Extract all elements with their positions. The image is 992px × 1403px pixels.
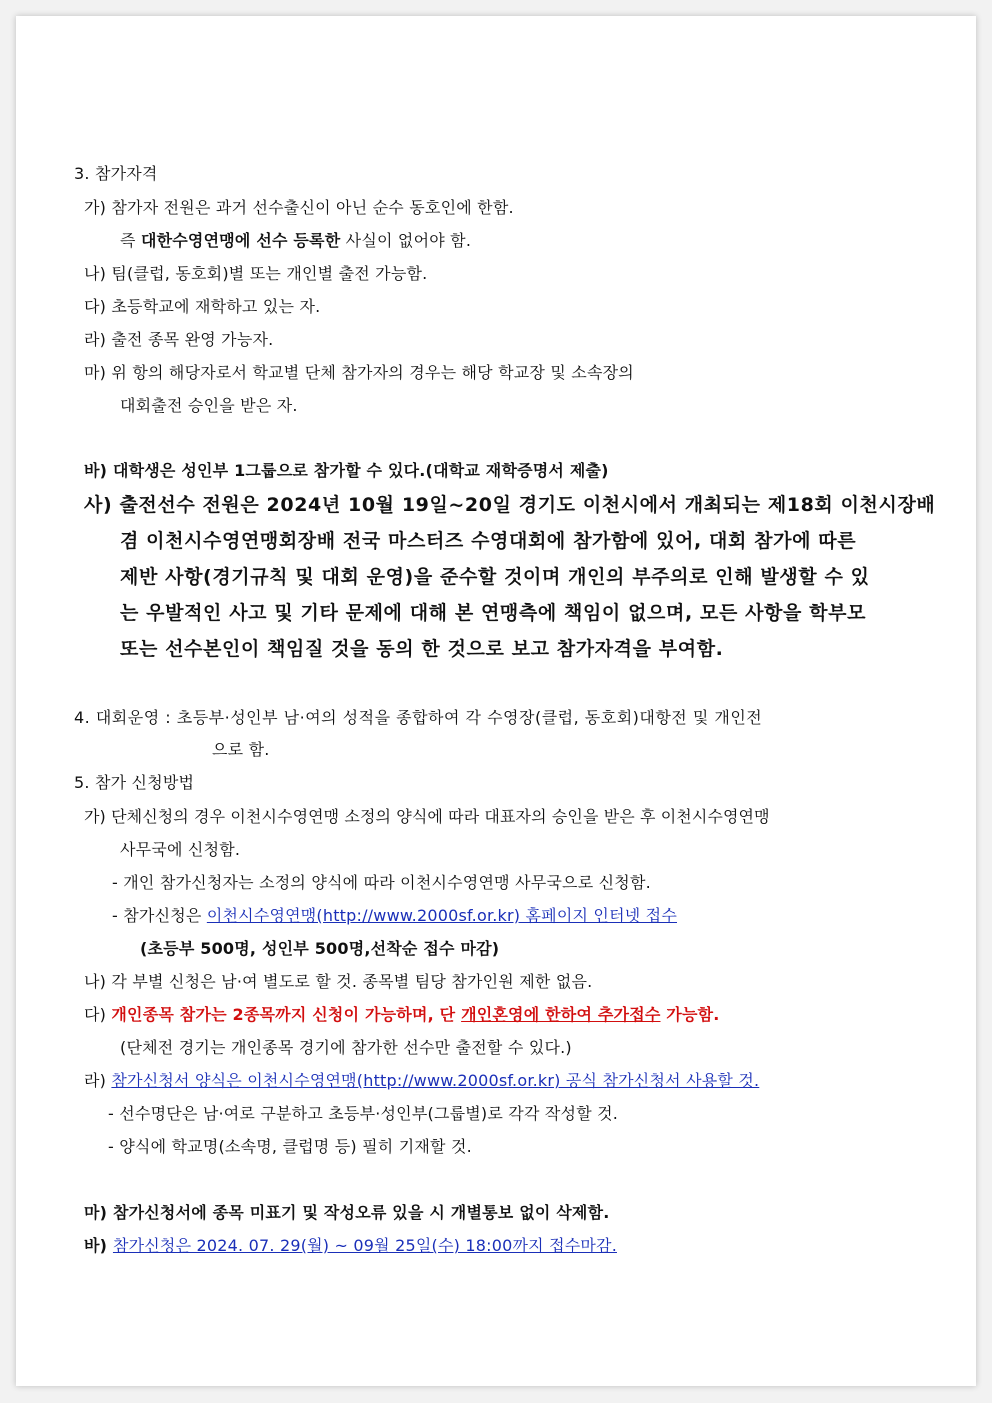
sec5-item-na: 나) 각 부별 신청은 남·여 별도로 할 것. 종목별 팀당 참가인원 제한 없음. bbox=[84, 972, 593, 991]
document-page bbox=[16, 16, 976, 1386]
sec5-ga-capacity-note: (초등부 500명, 성인부 500명,선착순 접수 마감) bbox=[140, 939, 500, 958]
warning-text-end: 가능함. bbox=[660, 1005, 720, 1024]
sec5-ga-online-note bbox=[112, 905, 677, 927]
sec5-item-ra bbox=[84, 1070, 759, 1092]
sec3-item-ba: 바) 대학생은 성인부 1그룹으로 참가할 수 있다.(대학교 재학증명서 제출) bbox=[84, 461, 609, 480]
sec3-item-ma-cont: 대회출전 승인을 받은 자. bbox=[120, 396, 298, 415]
text-prefix: - 참가신청은 bbox=[112, 906, 207, 925]
text-prefix: 즉 bbox=[120, 231, 141, 250]
sec5-ra-school-note: - 양식에 학교명(소속명, 클럽명 등) 필히 기재할 것. bbox=[108, 1137, 472, 1156]
sec3-item-ma: 마) 위 항의 해당자로서 학교별 단체 참가자의 경우는 해당 학교장 및 소속장의 bbox=[84, 363, 634, 382]
sec3-item-ga-cont bbox=[120, 230, 471, 252]
sec3-item-sa-line1: 사) 출전선수 전원은 2024년 10월 19일~20일 경기도 이천시에서 개최되는 제18회 이천시장배 bbox=[84, 494, 936, 516]
sec3-item-ga: 가) 참가자 전원은 과거 선수출신이 아닌 순수 동호인에 한함. bbox=[84, 198, 514, 217]
section-3-title: 3. 참가자격 bbox=[74, 164, 158, 183]
sec5-item-ga: 가) 단체신청의 경우 이천시수영연맹 소정의 양식에 따라 대표자의 승인을 받은 후 이천시수영연맹 bbox=[84, 807, 770, 826]
section-5-title: 5. 참가 신청방법 bbox=[74, 773, 195, 792]
sec3-item-ra: 라) 출전 종목 완영 가능자. bbox=[84, 330, 274, 349]
sec5-ra-roster-note: - 선수명단은 남·여로 구분하고 초등부·성인부(그룹별)로 각각 작성할 것. bbox=[108, 1104, 619, 1123]
sec5-item-ma: 마) 참가신청서에 종목 미표기 및 작성오류 있을 시 개별통보 없이 삭제함. bbox=[84, 1203, 610, 1222]
sec3-item-da: 다) 초등학교에 재학하고 있는 자. bbox=[84, 297, 321, 316]
item-marker: 바) bbox=[84, 1236, 113, 1255]
bold-text: 대한수영연맹에 선수 등록한 bbox=[140, 231, 341, 250]
sec5-item-ga-cont: 사무국에 신청함. bbox=[120, 840, 241, 859]
sec3-item-na: 나) 팀(클럽, 동호회)별 또는 개인별 출전 가능함. bbox=[84, 264, 428, 283]
sec5-ga-individual-note: - 개인 참가신청자는 소정의 양식에 따라 이천시수영연맹 사무국으로 신청함. bbox=[112, 873, 651, 892]
section-4-line2: 으로 함. bbox=[212, 740, 270, 759]
sec3-item-sa-line5: 또는 선수본인이 책임질 것을 동의 한 것으로 보고 참가자격을 부여함. bbox=[120, 638, 724, 660]
text-suffix: 사실이 없어야 함. bbox=[340, 231, 472, 250]
warning-text-underlined: 개인혼영에 한하여 추가접수 bbox=[461, 1005, 661, 1024]
form-link[interactable]: 참가신청서 양식은 이천시수영연맹(http://www.2000sf.or.kr) 공식 참가신청서 사용할 것. bbox=[111, 1071, 760, 1090]
sec5-item-da bbox=[84, 1004, 720, 1026]
sec3-item-sa-line4: 는 우발적인 사고 및 기타 문제에 대해 본 연맹측에 책임이 없으며, 모든 사항을 학부모 bbox=[120, 602, 867, 624]
sec3-item-sa-line3: 제반 사항(경기규칙 및 대회 운영)을 준수할 것이며 개인의 부주의로 인해 발생할 수 있 bbox=[120, 566, 870, 588]
deadline-link[interactable]: 참가신청은 2024. 07. 29(월) ~ 09월 25일(수) 18:00까지 접수마감. bbox=[112, 1236, 617, 1255]
sec5-item-da-note: (단체전 경기는 개인종목 경기에 참가한 선수만 출전할 수 있다.) bbox=[120, 1038, 572, 1057]
sec3-item-sa-line2: 겸 이천시수영연맹회장배 전국 마스터즈 수영대회에 참가함에 있어, 대회 참가에 따른 bbox=[120, 530, 857, 552]
homepage-link[interactable]: 이천시수영연맹(http://www.2000sf.or.kr) 홈페이지 인터넷 접수 bbox=[206, 906, 677, 925]
sec5-item-ba bbox=[84, 1235, 617, 1257]
item-marker: 다) bbox=[84, 1005, 112, 1024]
warning-text: 개인종목 참가는 2종목까지 신청이 가능하며, 단 bbox=[111, 1005, 462, 1024]
section-4-line1: 4. 대회운영 : 초등부·성인부 남·여의 성적을 종합하여 각 수영장(클럽, 동호회)대항전 및 개인전 bbox=[74, 708, 763, 727]
item-marker: 라) bbox=[84, 1071, 112, 1090]
